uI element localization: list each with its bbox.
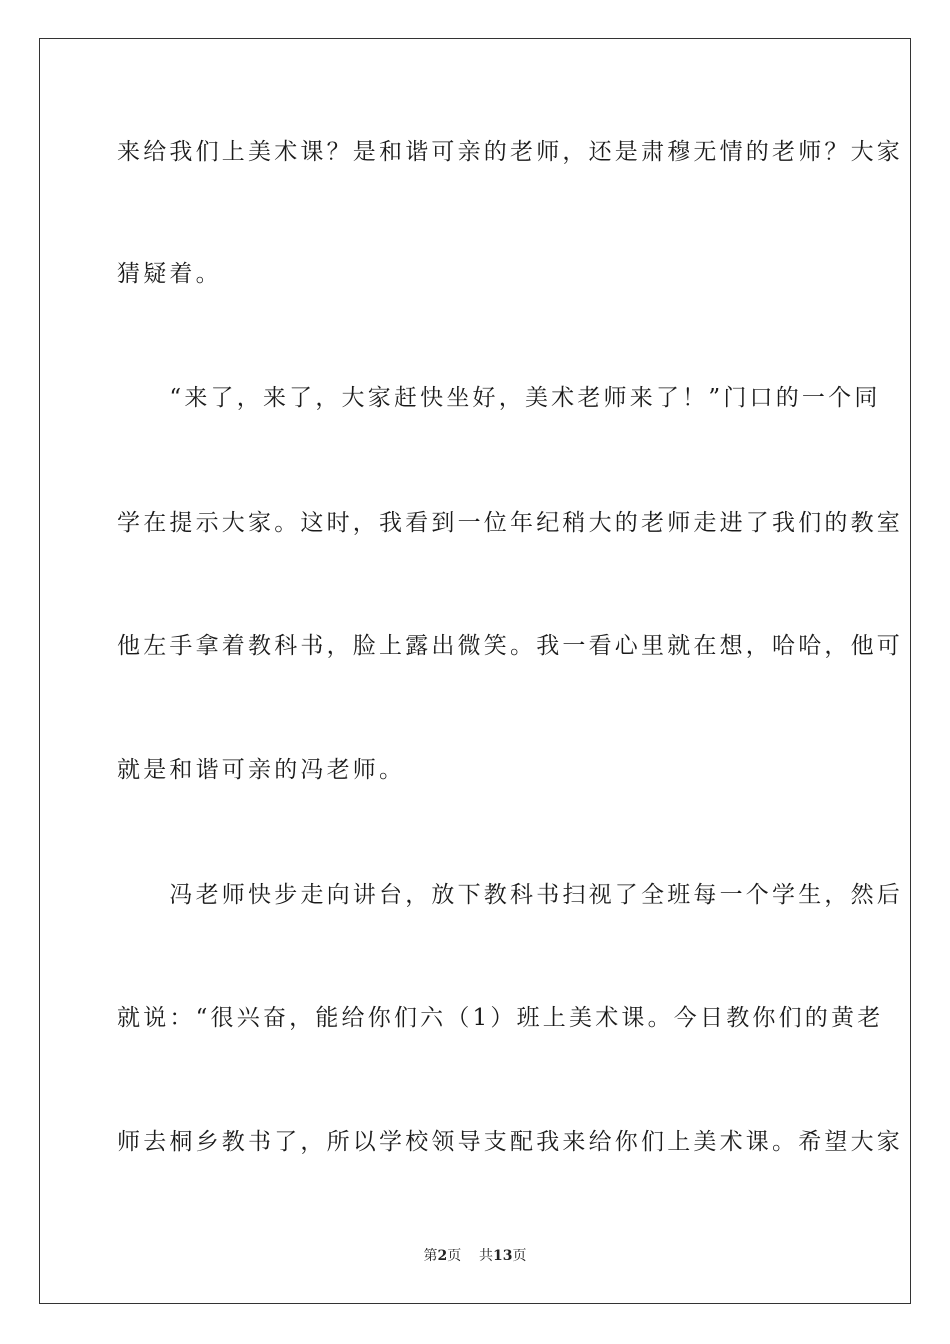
text-line-4: 学在提示大家。这时，我看到一位年纪稍大的老师走进了我们的教室 [117, 510, 903, 536]
total-suffix: 页 [512, 1248, 527, 1264]
text-line-2: 猜疑着。 [117, 261, 222, 287]
page-frame [39, 38, 911, 1304]
page-suffix: 页 [447, 1248, 462, 1264]
total-prefix: 共 [479, 1248, 494, 1264]
text-line-7: 冯老师快步走向讲台，放下教科书扫视了全班每一个学生，然后 [117, 882, 903, 908]
text-line-8: 就说：“很兴奋，能给你们六（1）班上美术课。今日教你们的黄老 [117, 1005, 884, 1031]
total-pages: 13 [493, 1248, 513, 1264]
page-prefix: 第 [423, 1248, 438, 1264]
text-line-9: 师去桐乡教书了，所以学校领导支配我来给你们上美术课。希望大家 [117, 1129, 903, 1155]
text-line-1: 来给我们上美术课？是和谐可亲的老师，还是肃穆无情的老师？大家 [117, 139, 903, 165]
page-footer [0, 1247, 950, 1265]
text-line-6: 就是和谐可亲的冯老师。 [117, 757, 406, 783]
page-number: 2 [437, 1248, 448, 1264]
text-line-5: 他左手拿着教科书，脸上露出微笑。我一看心里就在想，哈哈，他可 [117, 633, 903, 659]
text-line-3: “来了，来了，大家赶快坐好，美术老师来了！”门口的一个同 [117, 385, 881, 411]
